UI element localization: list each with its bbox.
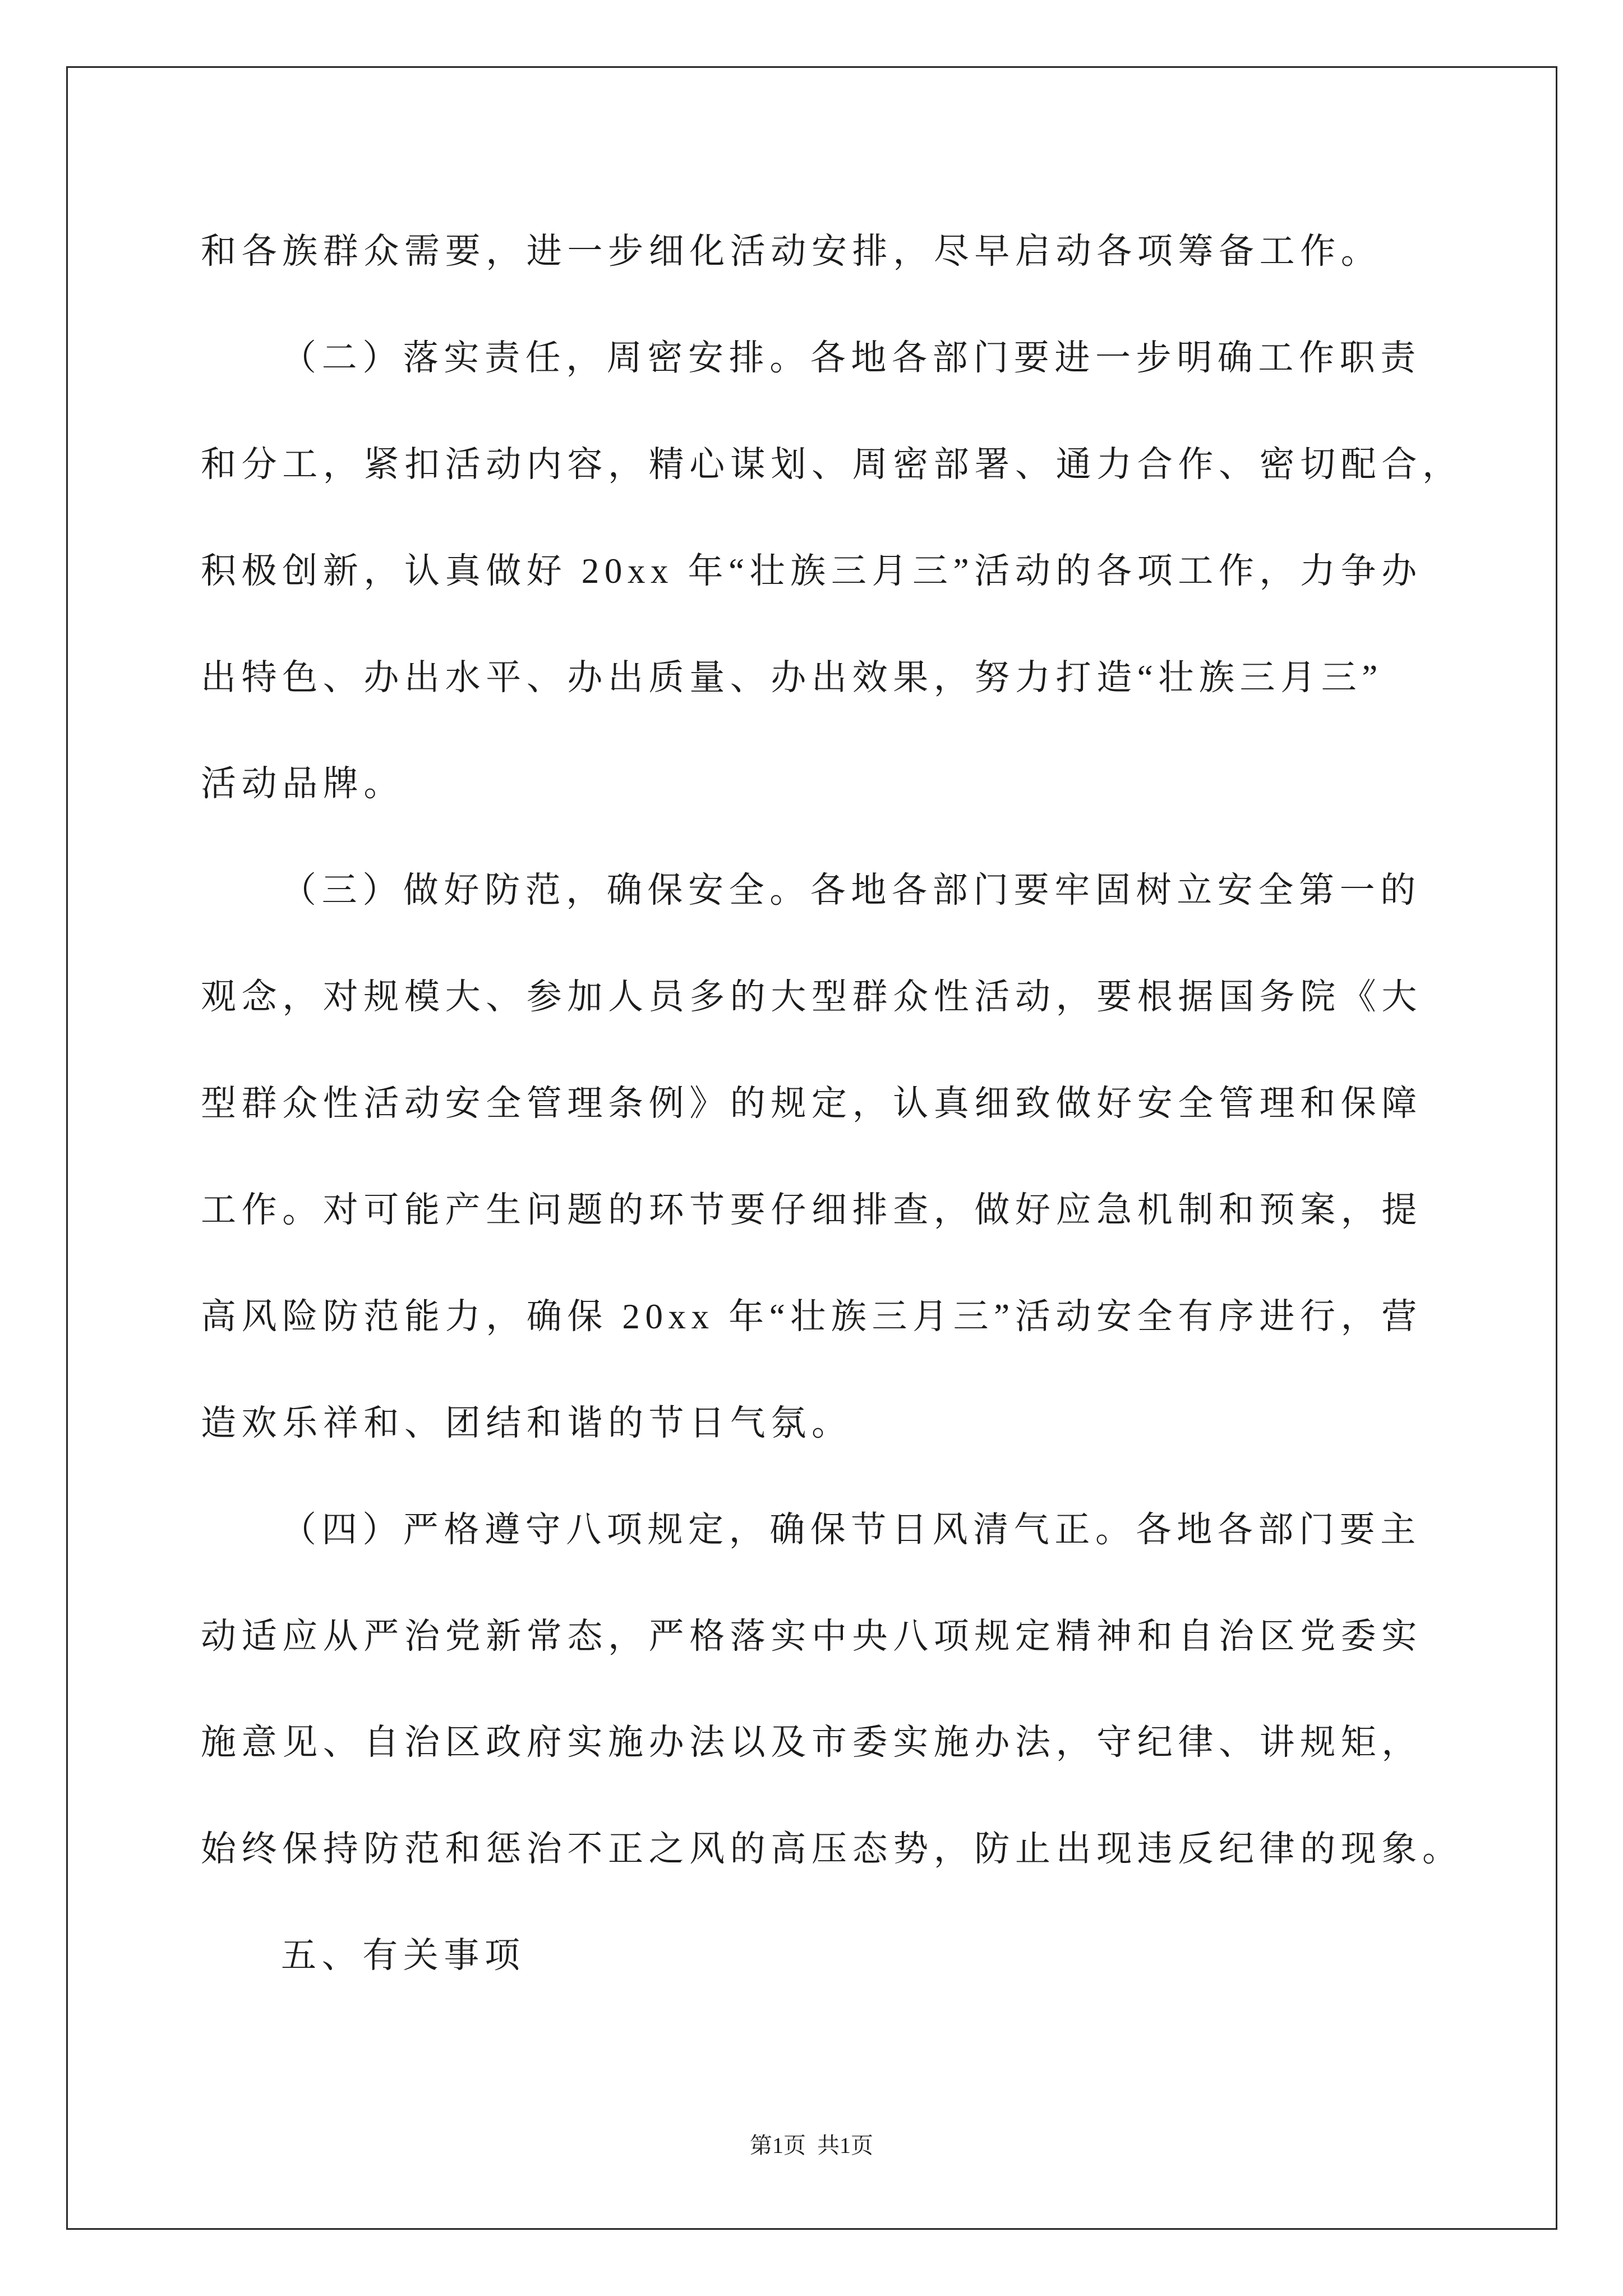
paragraph-line: （二）落实责任，周密安排。各地各部门要进一步明确工作职责: [281, 338, 1421, 378]
paragraph-line: 型群众性活动安全管理条例》的规定，认真细致做好安全管理和保障: [201, 1084, 1422, 1124]
paragraph-line: 和分工，紧扣活动内容，精心谋划、周密部署、通力合作、密切配合，: [201, 444, 1463, 484]
paragraph-line: 施意见、自治区政府实施办法以及市委实施办法，守纪律、讲规矩，: [201, 1723, 1422, 1763]
paragraph-line: 观念，对规模大、参加人员多的大型群众性活动，要根据国务院《大: [201, 977, 1422, 1017]
paragraph-line: 高风险防范能力，确保 20xx 年“壮族三月三”活动安全有序进行，营: [201, 1296, 1422, 1336]
paragraph-line: （三）做好防范，确保安全。各地各部门要牢固树立安全第一的: [281, 871, 1421, 910]
paragraph-line: 工作。对可能产生问题的环节要仔细排查，做好应急机制和预案，提: [201, 1190, 1422, 1230]
paragraph-line: 始终保持防范和惩治不正之风的高压态势，防止出现违反纪律的现象。: [201, 1829, 1463, 1869]
paragraph-line: 活动品牌。: [201, 764, 404, 804]
paragraph-line: 和各族群众需要，进一步细化活动安排，尽早启动各项筹备工作。: [201, 232, 1382, 271]
page-footer: 第1页 共1页: [750, 2133, 873, 2158]
paragraph-line: （四）严格遵守八项规定，确保节日风清气正。各地各部门要主: [281, 1510, 1421, 1549]
document-body: [201, 199, 1541, 2009]
paragraph-line: 造欢乐祥和、团结和谐的节日气氛。: [201, 1403, 852, 1443]
paragraph-line: 积极创新，认真做好 20xx 年“壮族三月三”活动的各项工作，力争办: [201, 551, 1422, 591]
paragraph-line: 出特色、办出水平、办出质量、办出效果，努力打造“壮族三月三”: [201, 657, 1383, 697]
paragraph-line: 动适应从严治党新常态，严格落实中央八项规定精神和自治区党委实: [201, 1616, 1422, 1656]
section-heading: 五、有关事项: [281, 1936, 525, 1976]
